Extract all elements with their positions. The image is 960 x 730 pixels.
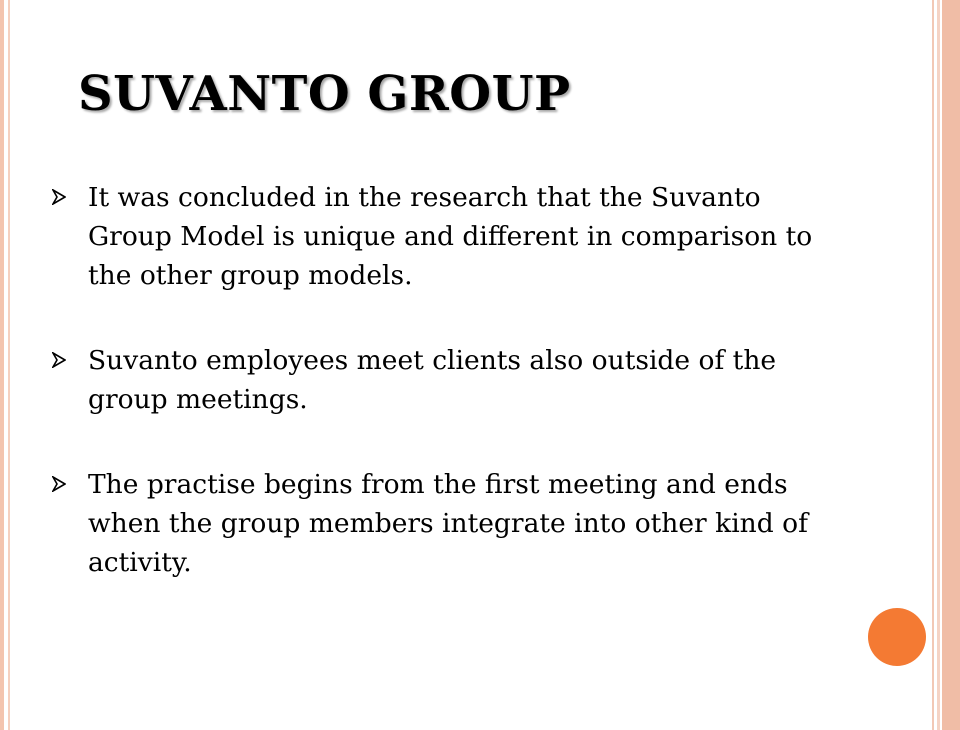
- bullet-item: [52, 465, 852, 582]
- bullet-text: The practise begins from the first meeting and ends when the group members integrate into other kind of activity.: [88, 469, 808, 578]
- arrowhead-bullet-icon: [52, 352, 66, 368]
- bullet-text: Suvanto employees meet clients also outside of the group meetings.: [88, 345, 777, 415]
- bullet-item: [52, 341, 852, 419]
- bullet-item: [52, 178, 852, 295]
- arrowhead-bullet-icon: [52, 476, 66, 492]
- bullet-text: It was concluded in the research that the Suvanto Group Model is unique and different in comparison to the other group models.: [88, 182, 813, 291]
- left-border-decoration: [0, 0, 14, 730]
- arrowhead-bullet-icon: [52, 189, 66, 205]
- orange-circle-decoration: [868, 608, 926, 666]
- slide-title: SUVANTO GROUP: [78, 66, 571, 122]
- bullet-list: [52, 178, 852, 628]
- right-border-decoration: [930, 0, 960, 730]
